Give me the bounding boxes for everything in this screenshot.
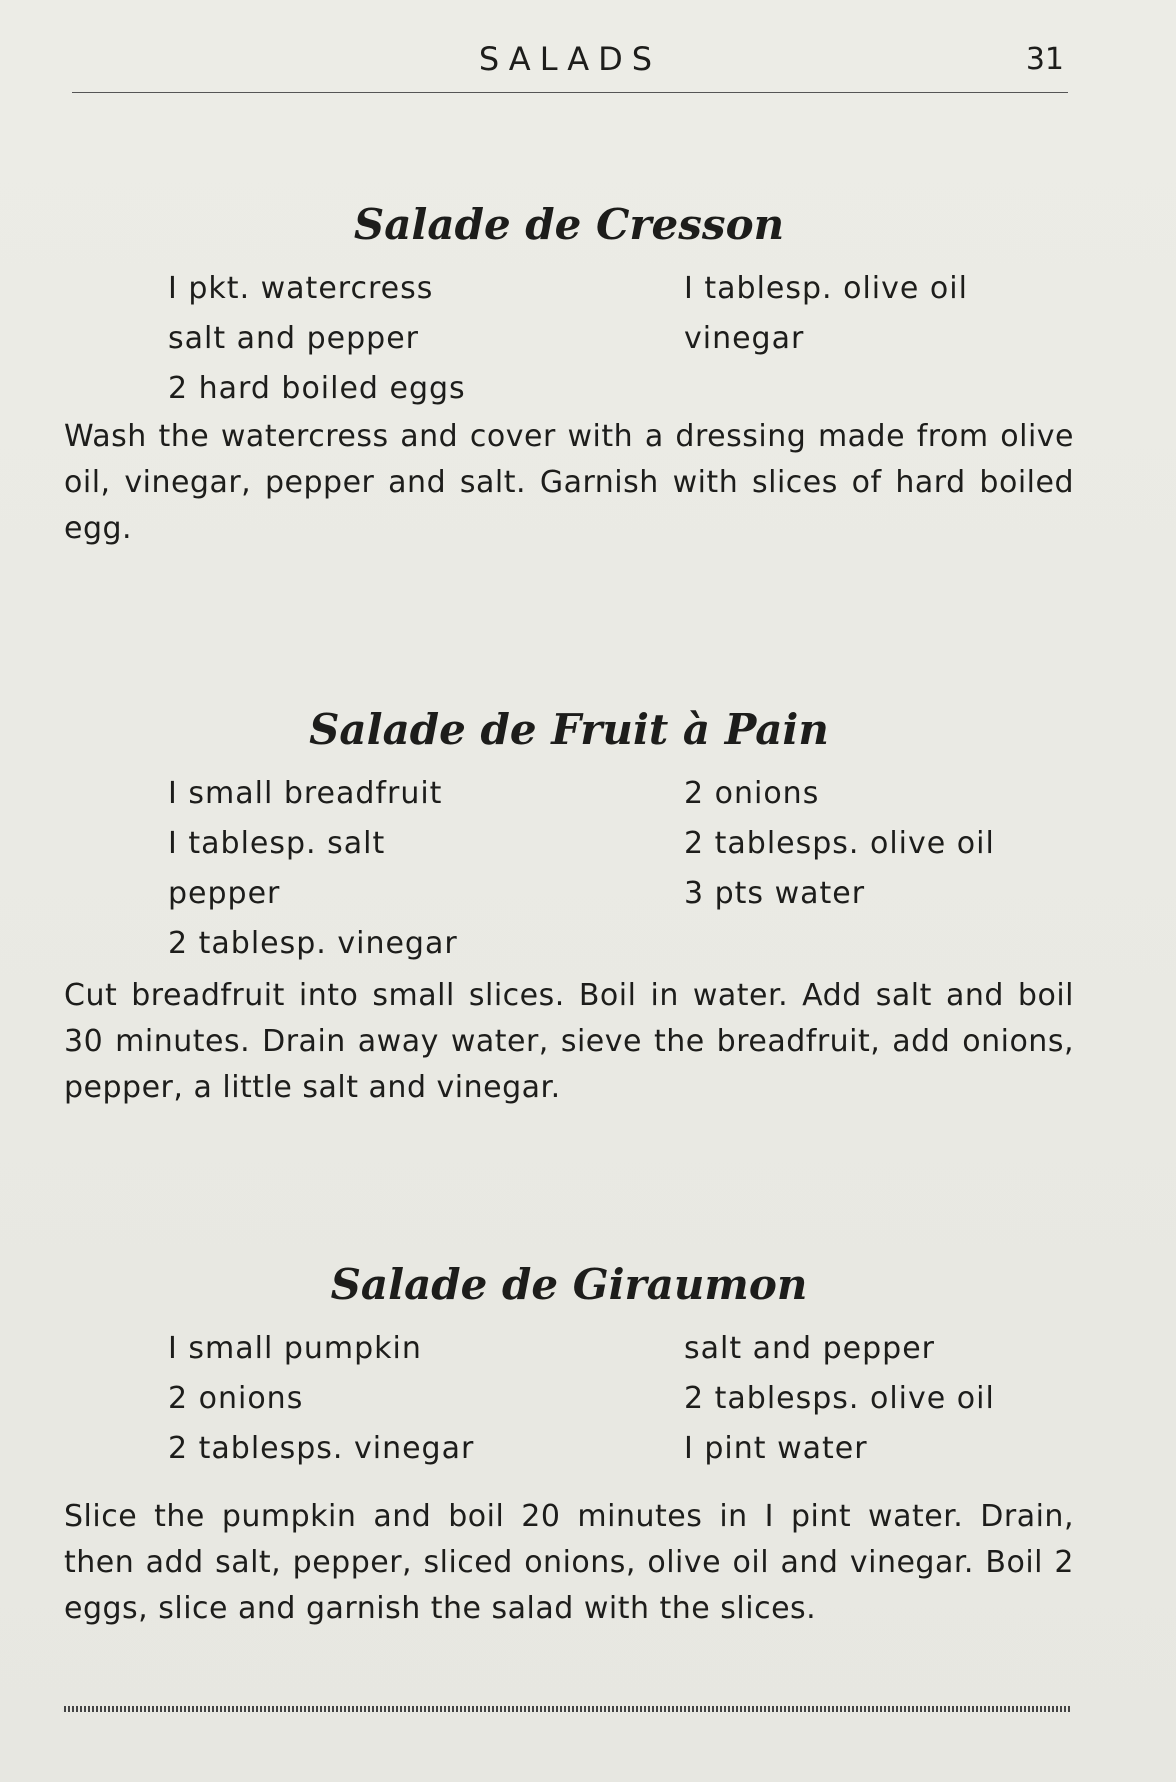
- ingredient: 2 tablesps. vinegar: [168, 1431, 475, 1466]
- ingredient: 2 tablesps. olive oil: [684, 826, 995, 861]
- recipe-salade-de-cresson: [64, 190, 1074, 552]
- recipe-title: Salade de Cresson: [353, 200, 785, 249]
- ingredient: 2 tablesp. vinegar: [168, 926, 458, 961]
- page-number: 31: [1025, 42, 1064, 77]
- ingredient: I tablesp. olive oil: [684, 271, 968, 306]
- ingredients-list: [64, 264, 1074, 432]
- ingredient: I tablesp. salt: [168, 826, 386, 861]
- ingredient: salt and pepper: [168, 321, 420, 356]
- ingredient: 2 tablesps. olive oil: [684, 1381, 995, 1416]
- ingredient: I small breadfruit: [168, 776, 443, 811]
- ingredient: salt and pepper: [684, 1331, 936, 1366]
- ingredient: 3 pts water: [684, 876, 866, 911]
- recipe-method: Slice the pumpkin and boil 20 minutes in I pint water. Drain, then add salt, pepper, sliced onions, olive oil and vinegar. Boil 2 eggs, slice and garnish the salad with the slices.: [64, 1499, 1074, 1626]
- ingredients-left-column: [168, 769, 458, 969]
- ingredients-list: [64, 769, 1074, 961]
- ingredient: I pint water: [684, 1431, 868, 1466]
- ingredient: vinegar: [684, 321, 805, 356]
- ingredient: 2 onions: [684, 776, 820, 811]
- page-header: [72, 30, 1068, 93]
- recipe-salade-de-fruit-a-pain: [64, 695, 1074, 1111]
- recipe-title: Salade de Giraumon: [330, 1260, 808, 1309]
- ingredient: pepper: [168, 876, 281, 911]
- ingredient: 2 hard boiled eggs: [168, 371, 466, 406]
- running-title: SALADS: [478, 40, 662, 78]
- recipe-salade-de-giraumon: [64, 1250, 1074, 1632]
- ingredients-left-column: [168, 264, 466, 414]
- ingredient: I pkt. watercress: [168, 271, 434, 306]
- footer-dotted-rule: [64, 1706, 1072, 1712]
- recipe-title: Salade de Fruit à Pain: [309, 705, 829, 754]
- recipe-method: Cut breadfruit into small slices. Boil in water. Add salt and boil 30 minutes. Drain away water, sieve the breadfruit, add onions, pepper, a little salt and vinegar.: [64, 978, 1074, 1105]
- ingredients-list: [64, 1324, 1074, 1484]
- ingredients-right-column: [684, 1324, 995, 1474]
- ingredients-left-column: [168, 1324, 474, 1474]
- ingredients-right-column: [684, 264, 968, 364]
- recipe-method: Wash the watercress and cover with a dressing made from olive oil, vinegar, pepper and salt. Garnish with slices of hard boiled egg.: [64, 419, 1074, 546]
- ingredient: I small pumpkin: [168, 1331, 422, 1366]
- ingredient: 2 onions: [168, 1381, 304, 1416]
- ingredients-right-column: [684, 769, 995, 919]
